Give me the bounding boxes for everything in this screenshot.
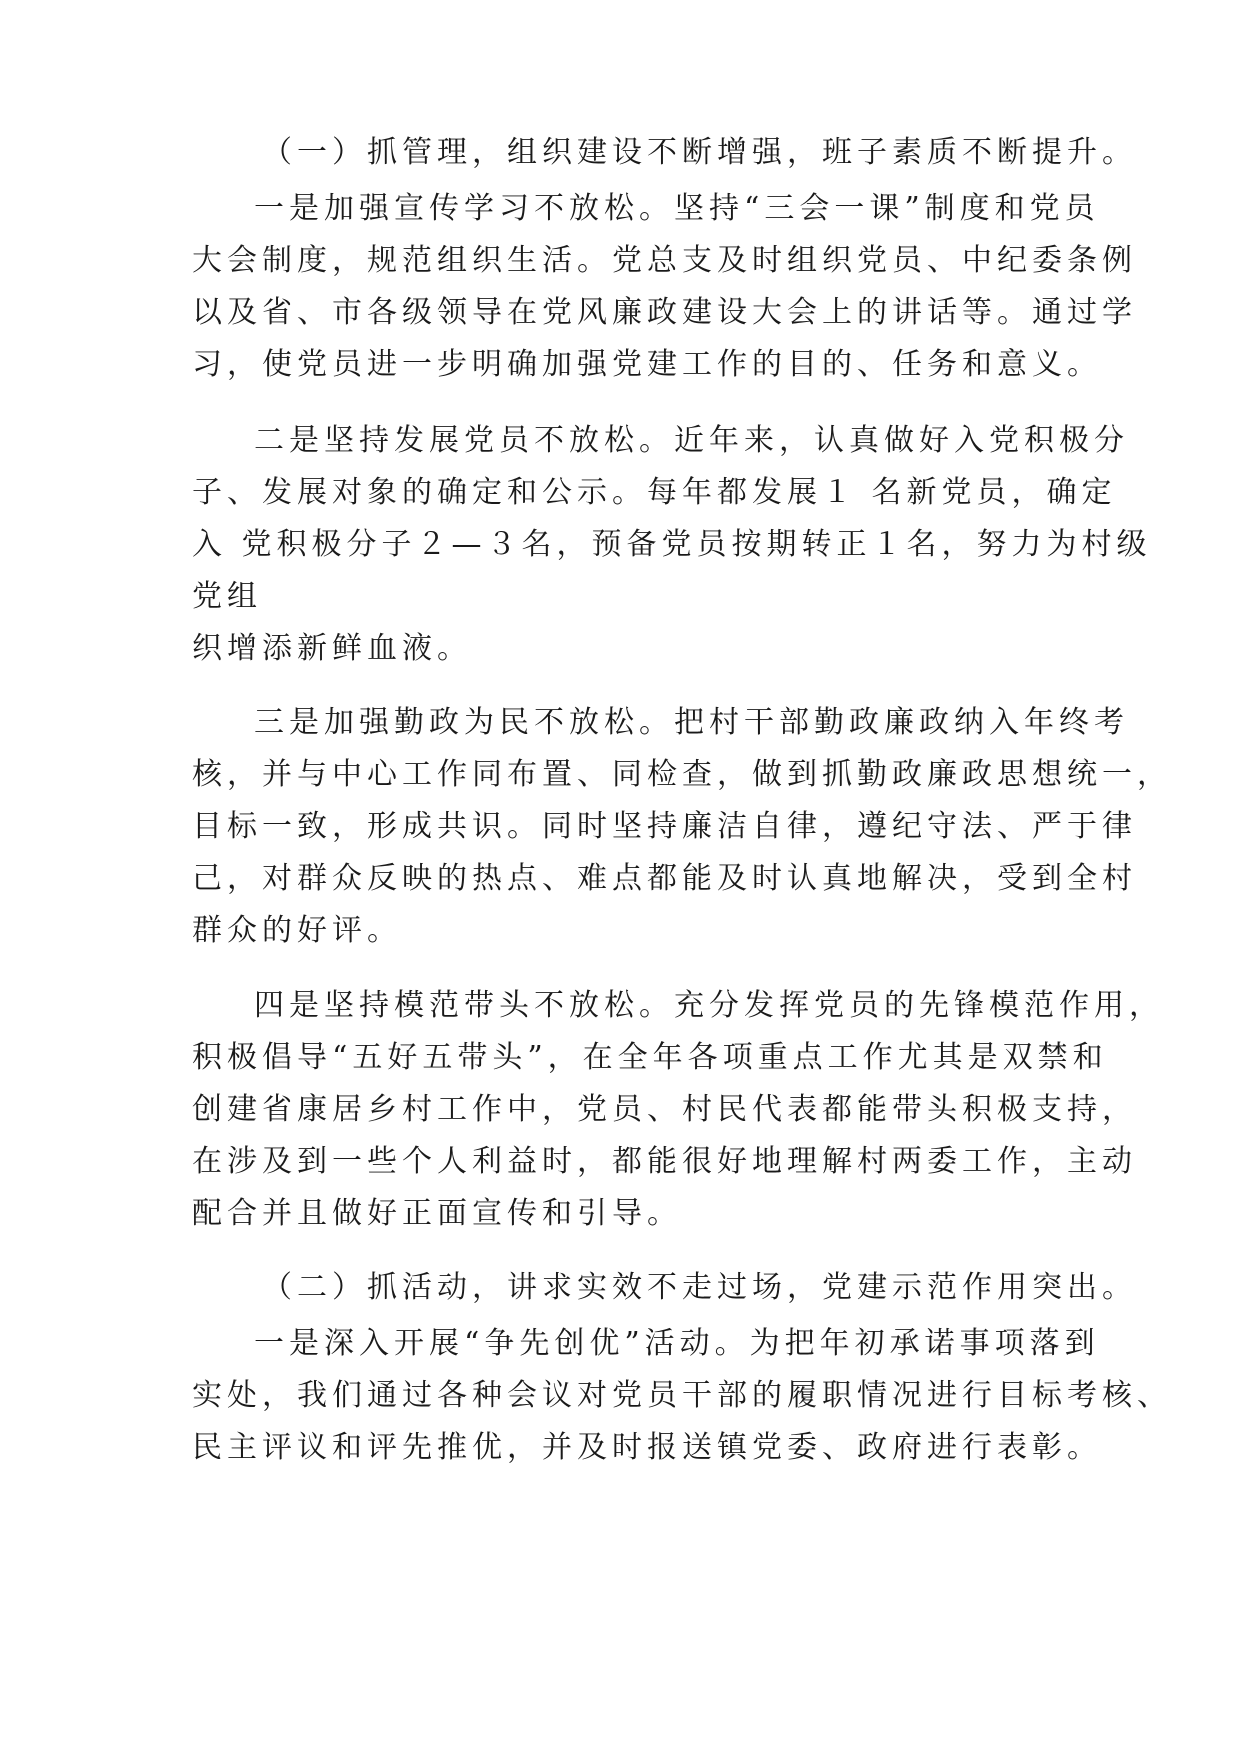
text-line: 以及省、市各级领导在党风廉政建设大会上的讲话等。通过学 <box>192 295 1137 330</box>
paragraph-3 <box>192 697 1172 957</box>
section-heading-1 <box>192 127 1137 179</box>
text-line: 创建省康居乡村工作中，党员、村民代表都能带头积极支持， <box>192 1092 1137 1127</box>
text-line: 配合并且做好正面宣传和引导。 <box>192 1196 682 1231</box>
text-line: 大会制度，规范组织生活。党总支及时组织党员、中纪委条例 <box>192 243 1137 278</box>
section-heading-2 <box>192 1262 1137 1314</box>
text-line: 核，并与中心工作同布置、同检查，做到抓勤政廉政思想统一， <box>192 757 1172 792</box>
text-line: 一是深入开展“争先创优”活动。为把年初承诺事项落到 <box>254 1326 1100 1361</box>
text-line: （二）抓活动，讲求实效不走过场，党建示范作用突出。 <box>262 1270 1137 1305</box>
text-line: 习，使党员进一步明确加强党建工作的目的、任务和意义。 <box>192 347 1102 382</box>
text-line: 织增添新鲜血液。 <box>192 631 472 666</box>
text-line: 三是加强勤政为民不放松。把村干部勤政廉政纳入年终考 <box>254 705 1129 740</box>
paragraph-2 <box>192 415 1152 675</box>
text-line: 一是加强宣传学习不放松。坚持“三会一课”制度和党员 <box>254 191 1100 226</box>
text-line: 党组 <box>192 579 262 614</box>
text-line: 积极倡导“五好五带头”，在全年各项重点工作尤其是双禁和 <box>192 1040 1108 1075</box>
text-line: 民主评议和评先推优，并及时报送镇党委、政府进行表彰。 <box>192 1430 1102 1465</box>
text-line: 二是坚持发展党员不放松。近年来，认真做好入党积极分 <box>254 423 1129 458</box>
text-line: 群众的好评。 <box>192 913 402 948</box>
text-line: （一）抓管理，组织建设不断增强，班子素质不断提升。 <box>262 135 1137 170</box>
paragraph-1 <box>192 183 1137 391</box>
text-line: 己，对群众反映的热点、难点都能及时认真地解决，受到全村 <box>192 861 1137 896</box>
text-line: 目标一致，形成共识。同时坚持廉洁自律，遵纪守法、严于律 <box>192 809 1137 844</box>
paragraph-5 <box>192 1318 1172 1474</box>
text-line: 在涉及到一些个人利益时，都能很好地理解村两委工作，主动 <box>192 1144 1137 1179</box>
text-line: 四是坚持模范带头不放松。充分发挥党员的先锋模范作用， <box>254 988 1164 1023</box>
paragraph-4 <box>192 980 1164 1240</box>
text-line: 实处，我们通过各种会议对党员干部的履职情况进行目标考核、 <box>192 1378 1172 1413</box>
text-line: 入 党积极分子２—３名，预备党员按期转正１名，努力为村级 <box>192 527 1152 562</box>
text-line: 子、发展对象的确定和公示。每年都发展１ 名新党员，确定 <box>192 475 1117 510</box>
